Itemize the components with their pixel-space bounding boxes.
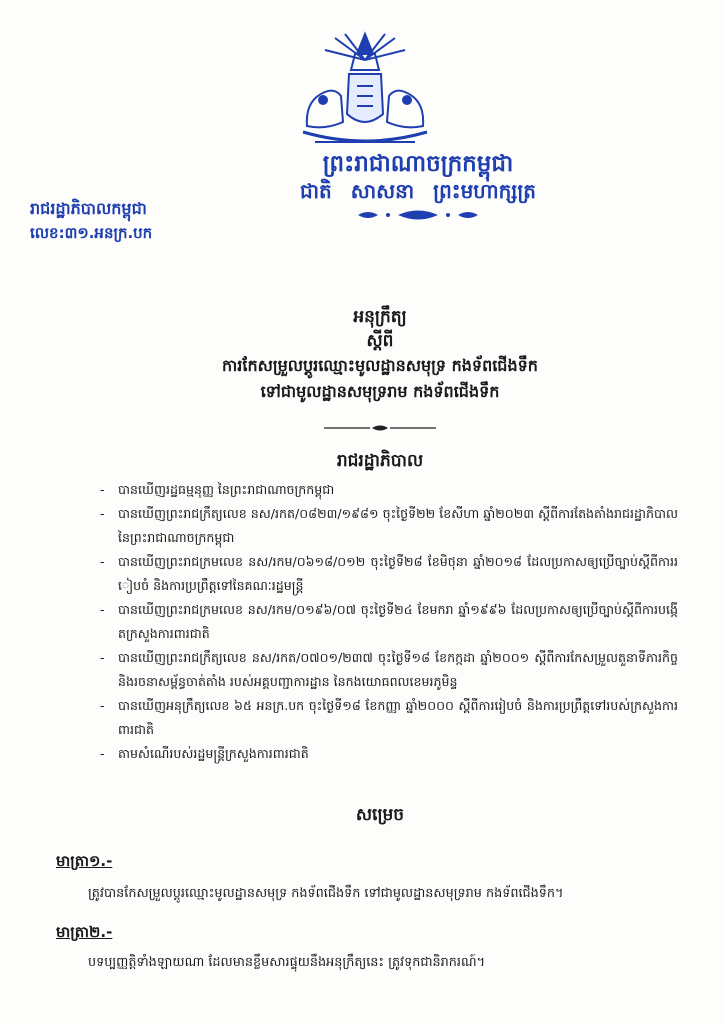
list-item: - បានឃើញអនុក្រឹត្យលេខ ៦៥ អនក្រ.បក ចុះថ្ងៃទី១៨ ខែកញ្ញា ឆ្នាំ២០០០ ស្ដីពីការរៀបចំ និងការប្រព្រឹត្តទៅរបស់ក្រសួងការពារជាតិ: [98, 694, 678, 742]
list-item: - បានឃើញព្រះរាជក្រឹត្យលេខ នស/រកត/០៧០១/២៣៧ ចុះថ្ងៃទី១៨ ខែកក្កដា ឆ្នាំ២០០១ ស្ដីពីការកែសម្រួលតួនាទីភារកិច្ច និងរចនាសម្ព័ន្ធចាត់តាំង របស់អគ្គបញ្ជាការដ្ឋាន នៃកងយោធពលខេមរភូមិន្ទ: [98, 646, 678, 694]
article-1-label: មាត្រា១.-: [56, 852, 113, 870]
kingdom-name: ព្រះរាជាណាចក្រកម្ពុជា: [322, 151, 514, 177]
document-title: [80, 305, 680, 437]
title-on: ស្ដីពី: [366, 331, 394, 351]
ornamental-divider-icon: [320, 423, 440, 433]
list-item: - បានឃើញព្រះរាជក្រមលេខ នស/រកម/០៦១៨/០១២ ចុះថ្ងៃទី២៨ ខែមិថុនា ឆ្នាំ២០១៨ ដែលប្រកាសឲ្យប្រើច្បាប់ស្ដីពីការរៀបចំ និងការប្រព្រឹត្តទៅនៃគណៈរដ្ឋមន្ត្រី: [98, 550, 678, 598]
list-item: - បានឃើញរដ្ឋធម្មនុញ្ញ នៃព្រះរាជាណាចក្រកម្ពុជា: [98, 478, 678, 502]
ornamental-divider-icon: [258, 208, 578, 222]
list-item: - បានឃើញព្រះរាជក្រមលេខ នស/រកម/០១៩៦/០៧ ចុះថ្ងៃទី២៤ ខែមករា ឆ្នាំ១៩៩៦ ដែលប្រកាសឲ្យប្រើច្បាប់ស្ដីពីការបង្កើតក្រសួងការពារជាតិ: [98, 598, 678, 646]
decision-heading: សម្រេច: [355, 805, 405, 825]
title-line-1: ការកែសម្រួលប្ដូរឈ្មោះមូលដ្ឋានសមុទ្រ កងទ័ពជើងទឹក: [222, 356, 538, 375]
list-item: - តាមសំណើរបស់រដ្ឋមន្ត្រីក្រសួងការពារជាតិ: [98, 742, 678, 766]
document-type: អនុក្រឹត្យ: [353, 307, 407, 327]
document-number: លេខ:៣១.អនក្រ.បក: [30, 224, 153, 242]
government-name: រាជរដ្ឋាភិបាលកម្ពុជា: [30, 199, 147, 218]
title-line-2: ទៅជាមូលដ្ឋានសមុទ្ររាម កងទ័ពជើងទឹក: [260, 382, 500, 401]
sender-block: [30, 197, 152, 245]
kingdom-header: [258, 150, 578, 226]
national-motto: ជាតិ សាសនា ព្រះមហាក្សត្រ: [300, 179, 536, 203]
article-2-text: បទប្បញ្ញត្តិទាំងឡាយណា ដែលមានខ្លឹមសារផ្ទុយនឹងអនុក្រឹត្យនេះ ត្រូវទុកជានិរាករណ៍។: [88, 955, 486, 970]
royal-government-heading: រាជរដ្ឋាភិបាល: [336, 451, 424, 471]
article-2-label: មាត្រា២.-: [56, 923, 113, 941]
list-item: - បានឃើញព្រះរាជក្រឹត្យលេខ នស/រកត/០៨២៣/១៩៨១ ចុះថ្ងៃទី២២ ខែសីហា ឆ្នាំ២០២៣ ស្ដីពីការតែងតាំងរាជរដ្ឋាភិបាល នៃព្រះរាជាណាចក្រកម្ពុជា: [98, 502, 678, 550]
recital-list: [98, 478, 678, 766]
article-1-text: ត្រូវបានកែសម្រួលប្ដូរឈ្មោះមូលដ្ឋានសមុទ្រ កងទ័ពជើងទឹក ទៅជាមូលដ្ឋានសមុទ្ររាម កងទ័ពជើងទឹក។: [88, 886, 564, 901]
royal-coat-of-arms-icon: [295, 30, 435, 152]
